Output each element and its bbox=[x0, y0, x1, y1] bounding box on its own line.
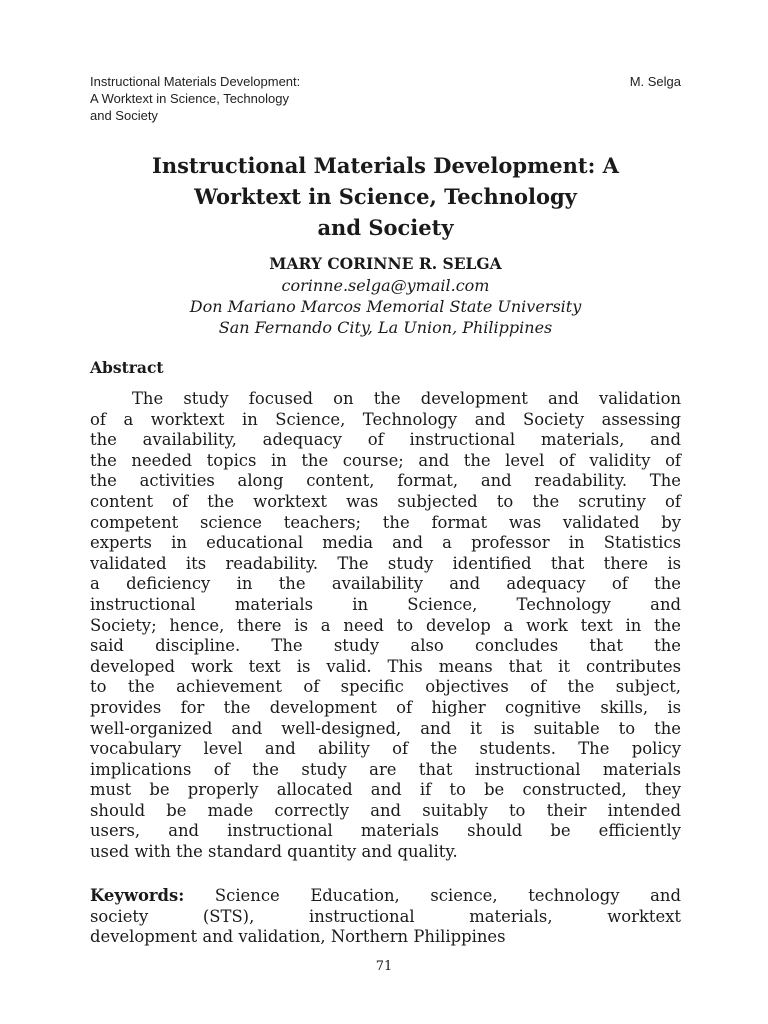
running-header-line: and Society bbox=[90, 108, 158, 123]
abstract-heading: Abstract bbox=[90, 358, 164, 377]
abstract-line: instructional materials in Science, Technology and bbox=[90, 594, 681, 614]
title-line: Instructional Materials Development: A bbox=[152, 153, 619, 178]
keywords-block bbox=[90, 886, 681, 948]
abstract-line: the availability, adequacy of instructional materials, and bbox=[90, 430, 681, 450]
abstract-line: experts in educational media and a professor in Statistics bbox=[90, 533, 681, 553]
abstract-line: implications of the study are that instructional materials bbox=[90, 759, 681, 779]
abstract-line: must be properly allocated and if to be constructed, they bbox=[90, 780, 681, 800]
abstract-line: developed work text is valid. This means that it contributes bbox=[90, 656, 681, 676]
abstract-line: validated its readability. The study identified that there is bbox=[90, 553, 681, 573]
keywords-line: development and validation, Northern Philippines bbox=[90, 927, 506, 947]
abstract-line: competent science teachers; the format was validated by bbox=[90, 512, 681, 532]
running-header bbox=[90, 73, 681, 124]
abstract-line: used with the standard quantity and quality. bbox=[90, 842, 458, 862]
abstract-line: the needed topics in the course; and the level of validity of bbox=[90, 450, 681, 470]
abstract-line: provides for the development of higher cognitive skills, is bbox=[90, 697, 681, 717]
abstract-line: to the achievement of specific objectives of the subject, bbox=[90, 677, 681, 697]
abstract-line: Society; hence, there is a need to develop a work text in the bbox=[90, 615, 681, 635]
title-line: and Society bbox=[317, 215, 454, 240]
keywords-text: Science Education, science, technology and bbox=[214, 886, 681, 905]
abstract-line: said discipline. The study also concludes that the bbox=[90, 636, 681, 656]
abstract-line: the activities along content, format, and readability. The bbox=[90, 471, 681, 491]
author-block bbox=[90, 253, 681, 338]
abstract-line: well-organized and well-designed, and it is suitable to the bbox=[90, 718, 681, 738]
author-institution: Don Mariano Marcos Memorial State University bbox=[189, 297, 582, 316]
abstract-body bbox=[90, 389, 681, 863]
paper-title bbox=[90, 150, 681, 243]
abstract-line: The study focused on the development and validation bbox=[132, 389, 681, 408]
author-email: corinne.selga@ymail.com bbox=[281, 276, 490, 295]
keywords-label: Keywords: bbox=[90, 886, 185, 905]
abstract-line: content of the worktext was subjected to the scrutiny of bbox=[90, 491, 681, 511]
running-header-title bbox=[90, 73, 300, 124]
author-location: San Fernando City, La Union, Philippines bbox=[218, 318, 553, 337]
running-header-author: M. Selga bbox=[629, 74, 681, 89]
abstract-line: users, and instructional materials should be efficiently bbox=[90, 821, 681, 841]
abstract-line: should be made correctly and suitably to their intended bbox=[90, 800, 681, 820]
abstract-line: a deficiency in the availability and adequacy of the bbox=[90, 574, 681, 594]
keywords-line bbox=[90, 886, 681, 907]
author-name: MARY CORINNE R. SELGA bbox=[269, 254, 502, 273]
running-header-line: Instructional Materials Development: bbox=[90, 74, 301, 89]
abstract-line: vocabulary level and ability of the students. The policy bbox=[90, 739, 681, 759]
title-line: Worktext in Science, Technology bbox=[194, 184, 577, 209]
keywords-line: society (STS), instructional materials, worktext bbox=[90, 906, 681, 926]
abstract-line: of a worktext in Science, Technology and Society assessing bbox=[90, 409, 681, 429]
running-header-line: A Worktext in Science, Technology bbox=[90, 91, 289, 106]
page-number: 71 bbox=[375, 959, 393, 974]
